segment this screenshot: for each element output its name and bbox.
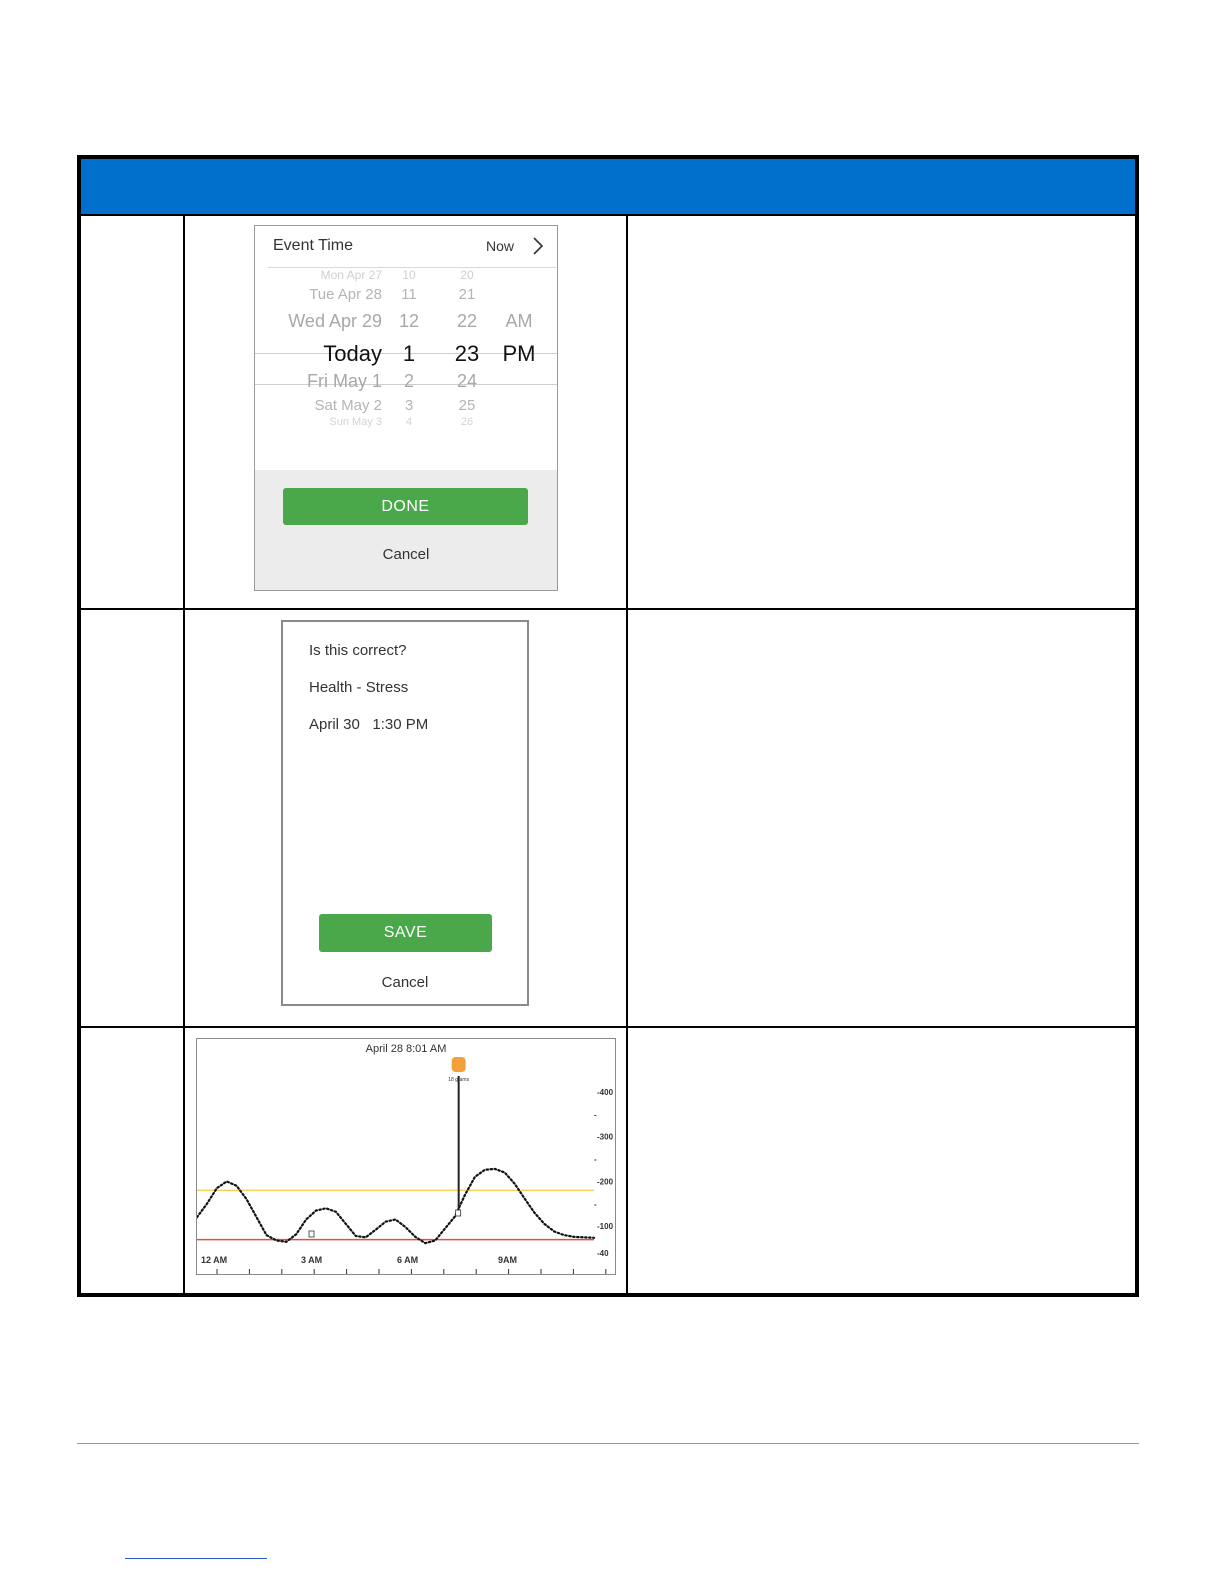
chart-header: April 28 8:01 AM bbox=[365, 1043, 447, 1055]
event-time-screen bbox=[254, 225, 558, 591]
description-cell bbox=[628, 1028, 1135, 1293]
y-tick-label: -300 bbox=[597, 1132, 614, 1142]
wheel-hour: 4 bbox=[405, 416, 413, 428]
y-tick-label: -40 bbox=[597, 1249, 609, 1258]
step-cell bbox=[81, 1028, 185, 1293]
wheel-hour: 12 bbox=[398, 311, 420, 331]
picker-footer bbox=[255, 470, 557, 591]
wheel-row[interactable] bbox=[255, 416, 557, 442]
screenshot-cell bbox=[185, 216, 628, 608]
done-button[interactable]: DONE bbox=[283, 488, 528, 525]
wheel-ampm: AM bbox=[505, 311, 533, 331]
wheel-hour: 1 bbox=[402, 341, 416, 366]
wheel-minute: 21 bbox=[458, 286, 476, 303]
wheel-row[interactable] bbox=[255, 286, 557, 312]
x-tick-label: 6 AM bbox=[397, 1255, 419, 1265]
description-cell bbox=[628, 610, 1135, 1026]
wheel-minute: 25 bbox=[458, 397, 476, 414]
wheel-minute: 23 bbox=[454, 341, 480, 366]
trace-point-marker bbox=[456, 1210, 461, 1216]
table-row bbox=[81, 216, 1135, 610]
description-cell bbox=[628, 216, 1135, 608]
table-header bbox=[81, 159, 1135, 216]
footer-link-underline[interactable] bbox=[125, 1558, 267, 1559]
wheel-ampm: PM bbox=[502, 341, 536, 366]
confirm-question: Is this correct? bbox=[309, 642, 407, 659]
confirm-event: Health - Stress bbox=[309, 679, 409, 696]
now-link[interactable]: Now bbox=[486, 238, 515, 254]
wheel-hour: 2 bbox=[403, 371, 414, 391]
wheel-date: Mon Apr 27 bbox=[320, 268, 382, 282]
x-tick-label: 3 AM bbox=[301, 1255, 323, 1265]
wheel-date: Tue Apr 28 bbox=[309, 286, 382, 303]
wheel-date: Fri May 1 bbox=[306, 371, 382, 391]
confirm-screen bbox=[281, 620, 529, 1006]
wheel-minute: 24 bbox=[456, 371, 478, 391]
save-button[interactable]: SAVE bbox=[319, 914, 492, 952]
table-row bbox=[81, 610, 1135, 1028]
cancel-button[interactable]: Cancel bbox=[381, 974, 429, 991]
wheel-date: Sun May 3 bbox=[329, 416, 382, 428]
wheel-minute: 22 bbox=[456, 311, 478, 331]
wheel-minute: 20 bbox=[460, 268, 474, 282]
wheel-date: Sat May 2 bbox=[314, 397, 382, 414]
event-time-title: Event Time bbox=[273, 237, 354, 254]
step-cell bbox=[81, 216, 185, 608]
y-minor-tick: - bbox=[594, 1199, 597, 1209]
chevron-right-icon[interactable] bbox=[531, 235, 545, 257]
cancel-button[interactable]: Cancel bbox=[382, 546, 430, 563]
wheel-hour: 10 bbox=[402, 268, 416, 282]
wheel-hour: 3 bbox=[404, 397, 414, 414]
glucose-trace bbox=[197, 1169, 594, 1243]
confirm-datetime: April 30 1:30 PM bbox=[309, 716, 429, 733]
wheel-row[interactable] bbox=[255, 371, 557, 397]
glucose-chart bbox=[197, 1039, 615, 1274]
trace-point-marker bbox=[309, 1231, 314, 1237]
picker-header bbox=[255, 226, 557, 267]
screenshot-cell bbox=[185, 1028, 628, 1293]
wheel-row-selected[interactable] bbox=[255, 341, 557, 367]
procedure-table bbox=[77, 155, 1139, 1297]
y-minor-tick: - bbox=[594, 1110, 597, 1120]
wheel-date: Wed Apr 29 bbox=[288, 311, 382, 331]
step-cell bbox=[81, 610, 185, 1026]
wheel-row[interactable] bbox=[255, 311, 557, 337]
x-tick-label: 12 AM bbox=[201, 1255, 228, 1265]
x-tick-label: 9AM bbox=[498, 1255, 518, 1265]
wheel-minute: 26 bbox=[460, 416, 474, 428]
wheel-date: Today bbox=[323, 341, 382, 366]
carb-marker-label: 18 grams bbox=[448, 1077, 470, 1083]
carb-marker-icon bbox=[452, 1057, 466, 1072]
y-tick-label: -100 bbox=[597, 1222, 614, 1232]
table-row bbox=[81, 1028, 1135, 1293]
y-tick-label: -200 bbox=[597, 1177, 614, 1187]
date-time-wheel[interactable] bbox=[255, 268, 557, 470]
y-minor-tick: - bbox=[594, 1155, 597, 1165]
wheel-hour: 11 bbox=[401, 286, 417, 303]
footer-rule bbox=[77, 1443, 1139, 1444]
y-tick-label: -400 bbox=[597, 1087, 614, 1097]
screenshot-cell bbox=[185, 610, 628, 1026]
glucose-chart-screen bbox=[196, 1038, 616, 1275]
